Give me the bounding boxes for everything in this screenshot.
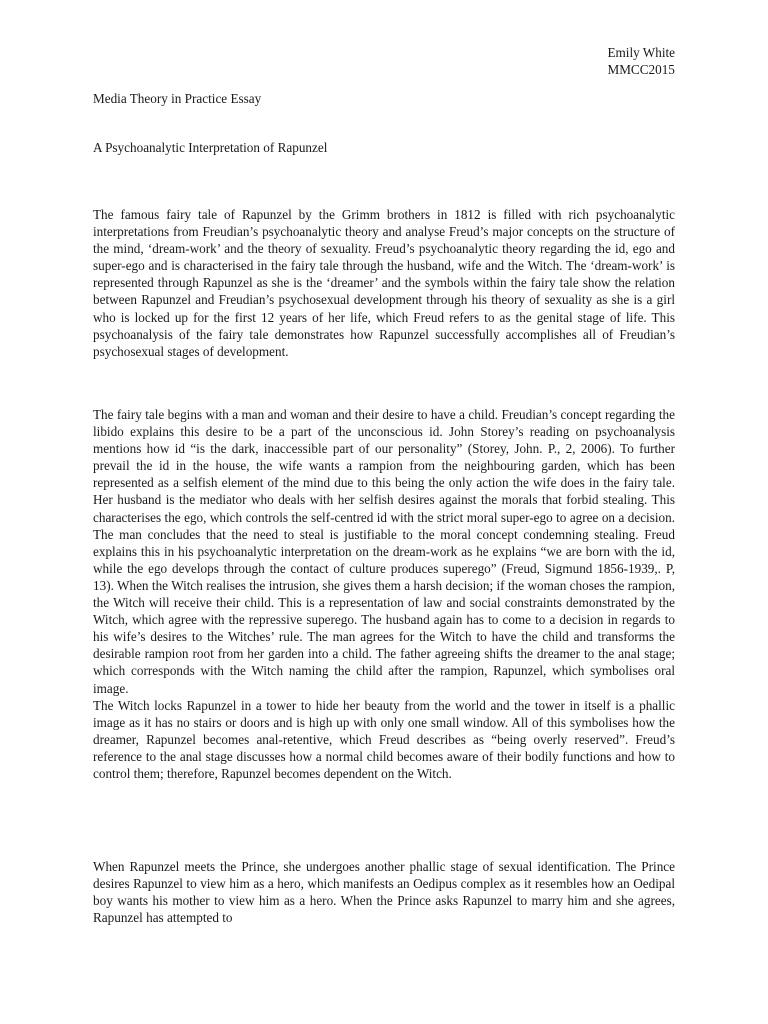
paragraph-prince: [93, 858, 675, 926]
paragraph-intro: [93, 206, 675, 360]
paragraph-text: The fairy tale begins with a man and woman and their desire to have a child. Freudian’s concept regarding the libido explains this desire to be a part of the unconscious id. John Storey’s reading on psychoanalysis mentions how id “is the dark, inaccessible part of our personality” (Storey, John. P., 2, 2006). To further prevail the id in the house, the wife wants a rampion from the neighbouring garden, which has been represented as a selfish element of the mind due to this being the only action the wife does in the fairy tale. Her husband is the mediator who deals with her selfish desires against the morals that forbid stealing. This characterises the ego, which controls the self-centred id with the strict moral super-ego to agree on a decision. The man concludes that the need to steal is justifiable to the moral concept condemning stealing. Freud explains this in his psychoanalytic interpretation on the dream-work as he explains “we are born with the id, while the ego develops through the contact of culture produces superego” (Freud, Sigmund 1856-1939,. P, 13). When the Witch realises the intrusion, she gives them a harsh decision; if the woman choses the rampion, the Witch will receive their child. This is a representation of law and social constraints demonstrated by the Witch, which agree with the repressive superego. The husband again has to come to a decision in regards to his wife’s desires to the Witches’ rule. The man agrees for the Witch to have the child and transforms the desirable rampion root from her garden into a child. The father agreeing shifts the dreamer to the anal stage; which corresponds with the Witch naming the child after the rampion, Rapunzel, which symbolises oral image.: [93, 407, 675, 696]
paragraph-text: The famous fairy tale of Rapunzel by the Grimm brothers in 1812 is filled with rich psychoanalytic interpretations from Freudian’s psychoanalytic theory and analyse Freud’s major concepts on the structure of the mind, ‘dream-work’ and the theory of sexuality. Freud’s psychoanalytic theory regarding the id, ego and super-ego and is characterised in the fairy tale through the husband, wife and the Witch. The ‘dream-work’ is represented through Rapunzel as she is the ‘dreamer’ and the symbols within the fairy tale show the relation between Rapunzel and Freudian’s psychosexual development through his theory of sexuality as she is a girl who is locked up for the first 12 years of her life, which Freud refers to as the genital stage of life. This psychoanalysis of the fairy tale demonstrates how Rapunzel successfully accomplishes all of Freudian’s psychosexual stages of development.: [93, 207, 675, 359]
author-header: [607, 44, 675, 78]
course-title: Media Theory in Practice Essay: [93, 91, 262, 106]
paragraph-text: The Witch locks Rapunzel in a tower to hide her beauty from the world and the tower in itself is a phallic image as it has no stairs or doors and is high up with only one small window. All of this symbolises how the dreamer, Rapunzel becomes anal-retentive, which Freud describes as “being overly reserved”. Freud’s reference to the anal stage discusses how a normal child becomes aware of their bodily functions and how to control them; therefore, Rapunzel becomes dependent on the Witch.: [93, 697, 675, 781]
essay-title: A Psychoanalytic Interpretation of Rapunzel: [93, 140, 328, 155]
paragraph-body: [93, 406, 675, 782]
author-name: Emily White: [607, 45, 675, 60]
course-code: MMCC2015: [607, 62, 675, 77]
paragraph-text: When Rapunzel meets the Prince, she undergoes another phallic stage of sexual identification. The Prince desires Rapunzel to view him as a hero, which manifests an Oedipus complex as it resembles how an Oedipal boy wants his mother to view him as a hero. When the Prince asks Rapunzel to marry him and she agrees, Rapunzel has attempted to: [93, 859, 675, 926]
